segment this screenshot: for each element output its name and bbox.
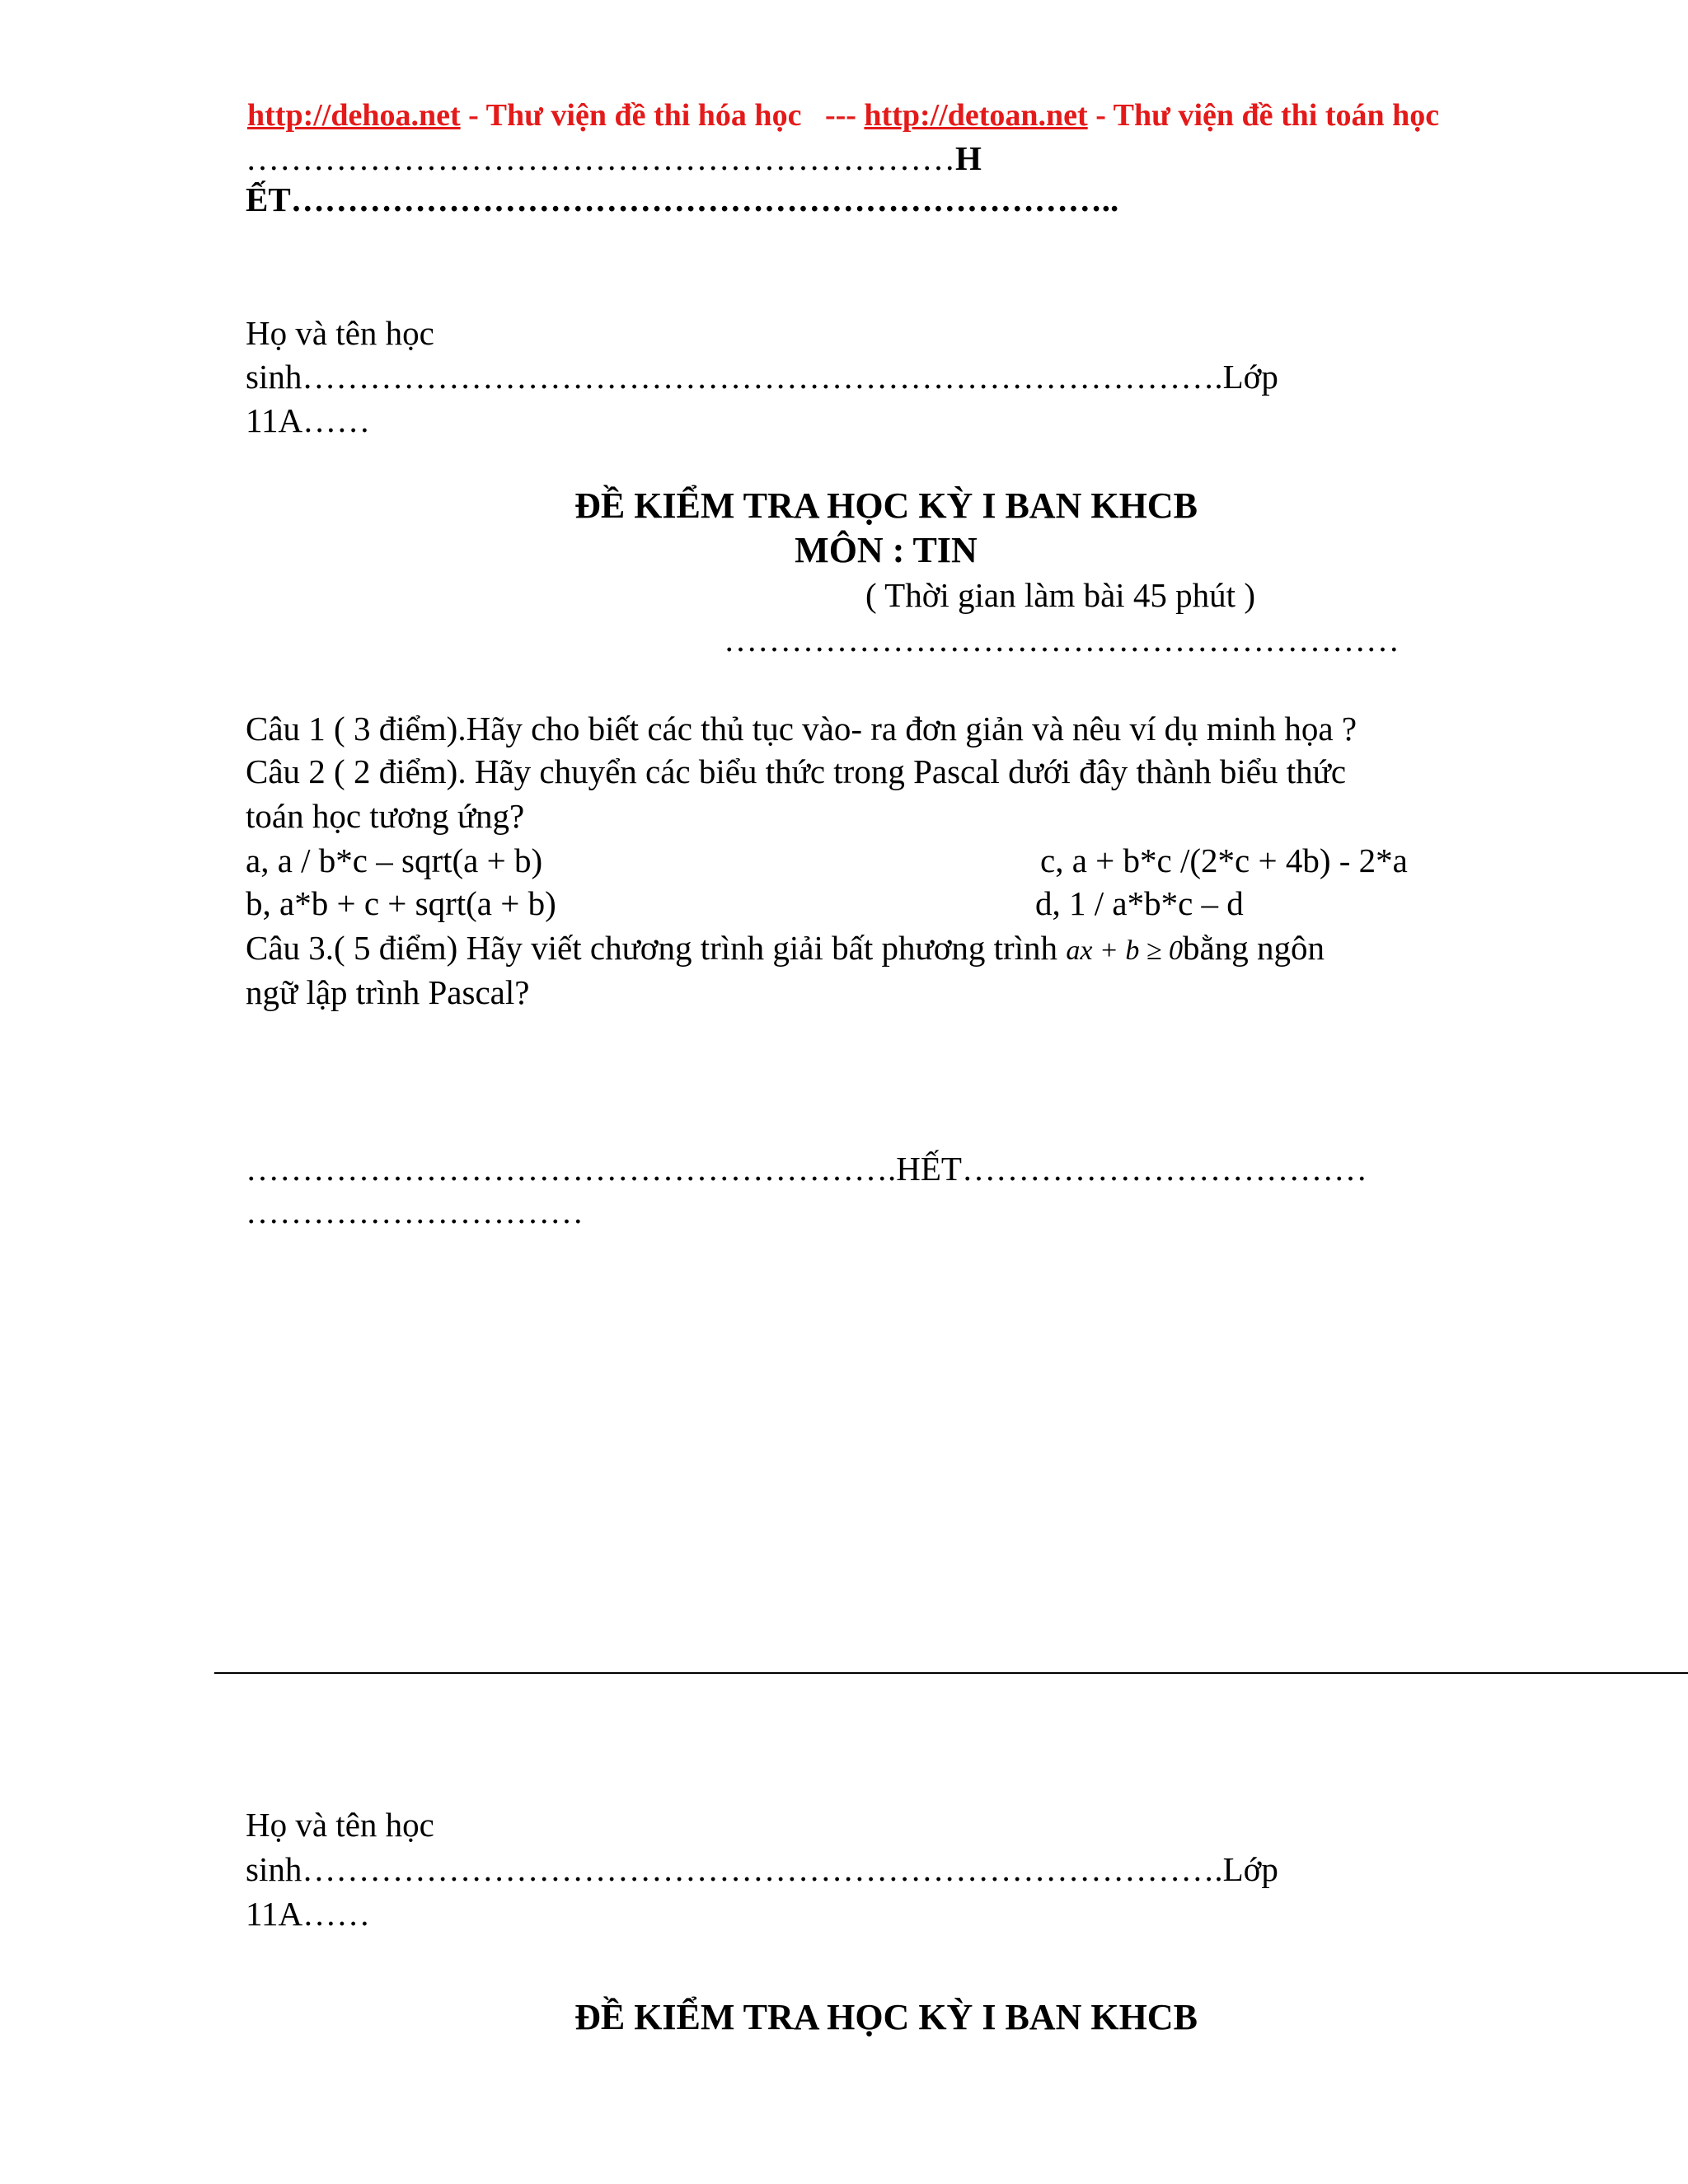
question-2-line-1: Câu 2 ( 2 điểm). Hãy chuyển các biểu thức trong Pascal dưới đây thành biểu thức	[246, 752, 1347, 790]
dehoa-caption: - Thư viện đề thi hóa học	[460, 98, 802, 133]
question-2-line-2: toán học tương ứng?	[246, 797, 525, 835]
question-3-line-1	[246, 928, 1325, 968]
class-label-2: 11A……	[246, 1895, 371, 1933]
expression-c: c, a + b*c /(2*c + 4b) - 2*a	[1040, 841, 1408, 879]
question-3-tail: bằng ngôn	[1183, 929, 1325, 967]
time-note: ( Thời gian làm bài 45 phút )	[865, 576, 1255, 614]
expression-b: b, a*b + c + sqrt(a + b)	[246, 884, 556, 922]
end-marker-line-2: …………………………	[246, 1193, 584, 1230]
question-3-text: Câu 3.( 5 điểm) Hãy viết chương trình giải bất phương trình	[246, 929, 1067, 967]
inequality-formula: ax + b ≥ 0	[1066, 935, 1184, 966]
header-links	[247, 97, 1439, 134]
student-name-label-2: Họ và tên học	[246, 1806, 434, 1844]
subject-title: MÔN : TIN	[795, 530, 978, 570]
class-label: 11A……	[246, 401, 371, 439]
exam-title: ĐỀ KIỂM TRA HỌC KỲ I BAN KHCB	[574, 485, 1198, 526]
student-name-blank: sinh……………………………………………………………………….Lớp	[246, 358, 1278, 396]
header-separator: ---	[801, 98, 865, 133]
fragment-line-2: ẾT………………………………………………………………..	[246, 180, 1119, 218]
exam-title-2: ĐỀ KIỂM TRA HỌC KỲ I BAN KHCB	[574, 1997, 1198, 2037]
expression-a: a, a / b*c – sqrt(a + b)	[246, 841, 543, 879]
question-1: Câu 1 ( 3 điểm).Hãy cho biết các thủ tục vào- ra đơn giản và nêu ví dụ minh họa ?	[246, 710, 1357, 748]
dehoa-link[interactable]: http://dehoa.net	[247, 98, 461, 133]
fragment-dots: ………………………………………………………	[246, 139, 955, 177]
fragment-letter: H	[955, 139, 982, 177]
detoan-caption: - Thư viện đề thi toán học	[1087, 98, 1440, 133]
student-name-label: Họ và tên học	[246, 314, 434, 352]
section-divider	[214, 1672, 1688, 1674]
question-3-line-2: ngữ lập trình Pascal?	[246, 973, 530, 1011]
fragment-line-1	[246, 138, 982, 178]
expression-d: d, 1 / a*b*c – d	[1035, 884, 1244, 922]
title-divider-dots: ……………………………………………………	[724, 621, 1400, 658]
student-name-blank-2: sinh……………………………………………………………………….Lớp	[246, 1850, 1278, 1888]
end-marker-line-1: ………………………………………………….HẾT………………………………	[246, 1150, 1367, 1188]
detoan-link[interactable]: http://detoan.net	[864, 98, 1088, 133]
